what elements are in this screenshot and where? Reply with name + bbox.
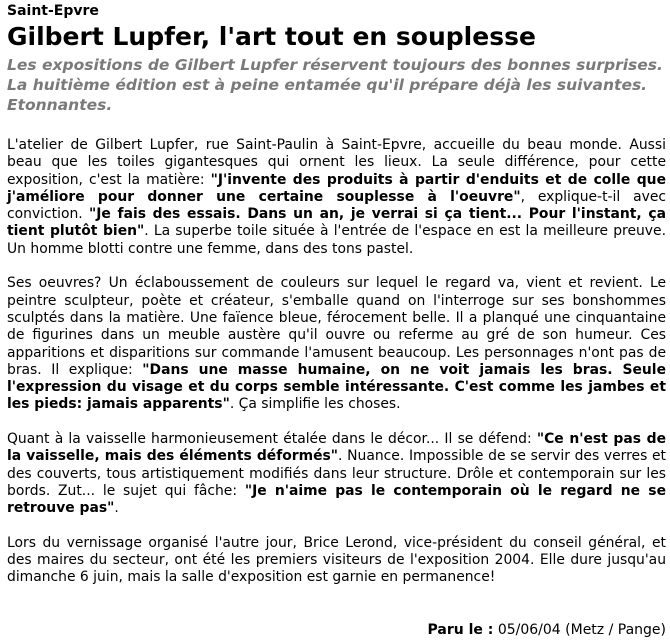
quote: "Je fais des essais. Dans un an, je verrai si ça tient... Pour l'instant, ça tient plutôt bien" bbox=[7, 206, 666, 240]
quote: "J'invente des produits à partir d'enduits et de colle que j'améliore pour donner une certaine souplesse à l'oeuvre" bbox=[7, 171, 666, 205]
article-kicker: Saint-Epvre bbox=[7, 3, 99, 19]
paragraph-2 bbox=[7, 275, 666, 413]
quote: "Ce n'est pas de la vaisselle, mais des éléments déformés" bbox=[7, 431, 666, 465]
publication-label: Paru le : bbox=[427, 622, 494, 638]
quote: "Dans une masse humaine, on ne voit jamais les bras. Seule l'expression du visage et du corps semble intéressante. C'est comme les jambes et les pieds: jamais apparents" bbox=[7, 361, 666, 413]
paragraph-text: Lors du vernissage organisé l'autre jour, Brice Lerond, vice-président du conseil général, et des maires du secteur, ont été les premiers visiteurs de l'exposition 2004. Elle dure jusqu'au dimanche 6 juin, mais la salle d'exposition est garnie en permanence! bbox=[7, 534, 666, 586]
paragraph-text: L'atelier de Gilbert Lupfer, rue Saint-Paulin à Saint-Epvre, accueille du beau monde. Aussi beau que les toiles gigantesques qui ornent les lieux. La seule différence, pour cette exposition, c'est la matière: bbox=[7, 137, 666, 188]
article-title: Gilbert Lupfer, l'art tout en souplesse bbox=[7, 22, 536, 51]
publication-info bbox=[428, 621, 666, 639]
paragraph-text: . bbox=[114, 500, 119, 517]
article-lead: Les expositions de Gilbert Lupfer réservent toujours des bonnes surprises. La huitième édition est à peine entamée qu'il prépare déjà les suivantes. Etonnantes. bbox=[7, 56, 663, 114]
publication-value: 05/06/04 (Metz / Pange) bbox=[493, 622, 666, 638]
paragraph-1 bbox=[7, 137, 666, 258]
article-body bbox=[7, 137, 666, 587]
quote: "Je n'aime pas le contemporain où le regard ne se retrouve pas" bbox=[7, 482, 666, 517]
paragraph-text: . Nuance. Impossible de se servir des verres et des couverts, tous artistiquement modifiés dans leur structure. Drôle et contemporain sur les bords. Zut... le sujet qui fâche: bbox=[7, 448, 667, 499]
paragraph-text: Quant à la vaisselle harmonieusement étalée dans le décor... Il se défend: bbox=[7, 431, 537, 448]
paragraph-text: Ses oeuvres? Un éclaboussement de couleurs sur lequel le regard va, vient et revient. Le peintre sculpteur, poète et créateur, s'emballe quand on l'interroge sur ses bonshommes sculptés dans la matière. Une faïence bleue, férocement belle. Il a planqué une cinquantaine de figurines dans un meuble austère qu'il ouvre ou referme au gré de son humeur. Ces apparitions et disparitions sur commande l'amusent beaucoup. Les personnages n'ont pas de bras. Il explique: bbox=[7, 275, 666, 378]
paragraph-text: . La superbe toile située à l'entrée de l'espace en est la meilleure preuve. Un homme blotti contre une femme, dans des tons pastel. bbox=[7, 223, 666, 257]
paragraph-text: . Ça simplifie les choses. bbox=[229, 396, 401, 413]
paragraph-text: , explique-t-il avec conviction. bbox=[7, 188, 667, 223]
article bbox=[7, 2, 666, 604]
paragraph-4 bbox=[7, 535, 666, 587]
paragraph-3 bbox=[7, 431, 666, 517]
